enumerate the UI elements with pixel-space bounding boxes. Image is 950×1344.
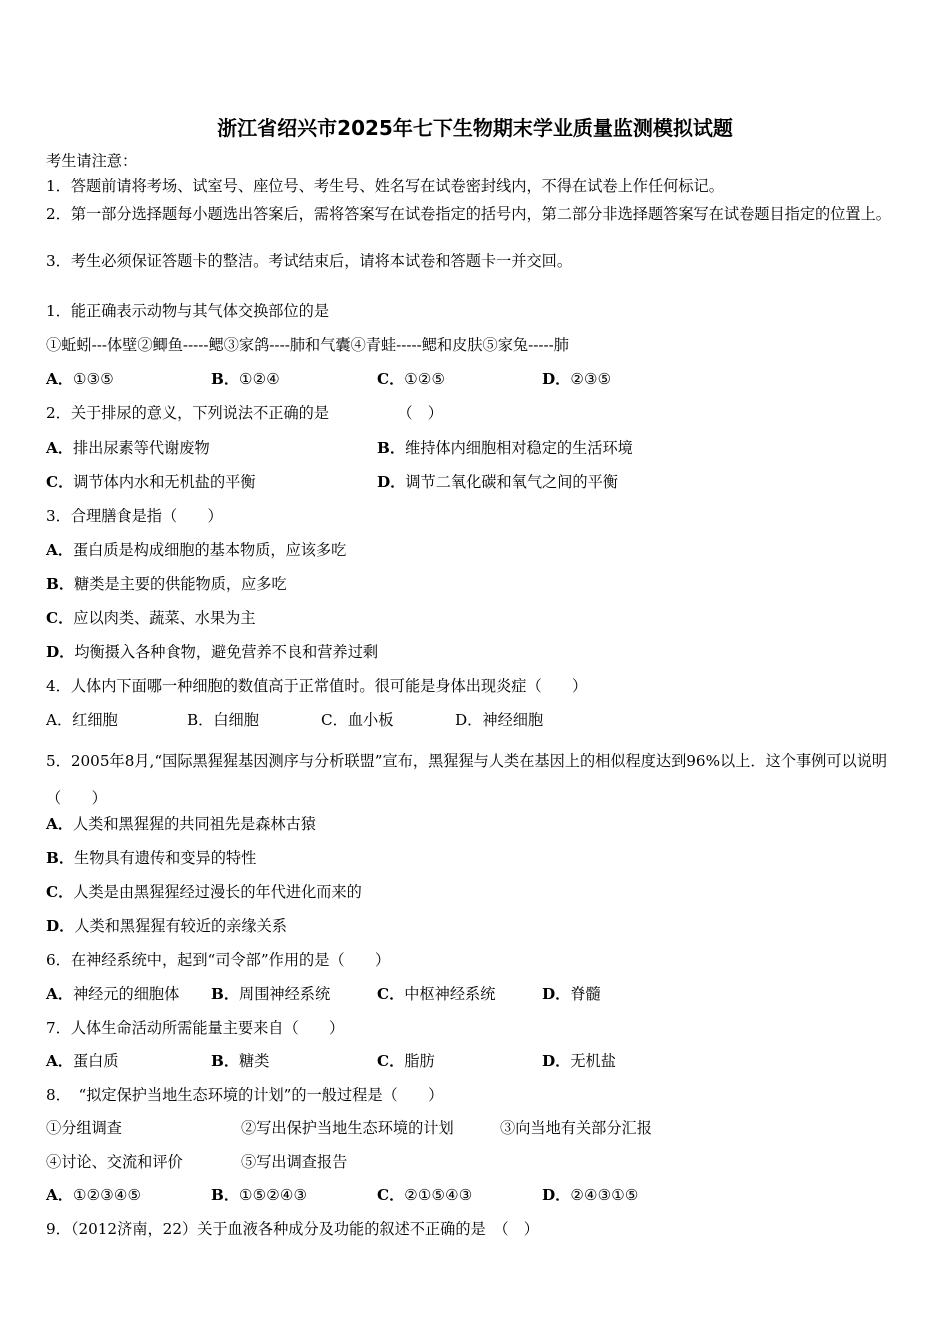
- question-5-option-c: [46, 882, 362, 902]
- notice-item-1: 1．答题前请将考场、试室号、座位号、考生号、姓名写在试卷密封线内，不得在试卷上作任何标记。: [46, 177, 724, 195]
- question-8-option-d: [542, 1185, 638, 1205]
- option-text: 人类和黑猩猩有较近的亲缘关系: [74, 917, 287, 935]
- option-letter: C．: [377, 1186, 405, 1204]
- option-letter: D．: [377, 473, 406, 491]
- option-text: 糖类: [239, 1052, 270, 1070]
- question-8-step-2: ②写出保护当地生态环境的计划: [241, 1119, 454, 1137]
- question-1-option-d: [542, 369, 611, 389]
- option-text: ②①⑤④③: [404, 1186, 473, 1204]
- question-1-option-c: [377, 369, 445, 389]
- option-letter: A．: [46, 711, 73, 729]
- option-letter: D．: [542, 370, 571, 388]
- option-letter: A．: [46, 815, 73, 833]
- option-letter: C．: [377, 1052, 405, 1070]
- option-text: 血小板: [347, 711, 394, 729]
- question-2-option-b: [377, 438, 633, 458]
- option-text: 排出尿素等代谢废物: [72, 439, 210, 457]
- option-letter: B．: [211, 370, 240, 388]
- question-8-step-5: ⑤写出调查报告: [241, 1153, 348, 1171]
- question-3-option-a: [46, 540, 346, 560]
- question-2-option-a: [46, 438, 210, 458]
- option-letter: A．: [46, 1186, 73, 1204]
- option-letter: D．: [46, 643, 75, 661]
- option-text: 人类是由黑猩猩经过漫长的年代进化而来的: [73, 883, 362, 901]
- option-letter: B．: [187, 711, 214, 729]
- option-text: 白细胞: [213, 711, 259, 729]
- option-letter: B．: [46, 575, 75, 593]
- question-3-option-d: [46, 642, 378, 662]
- question-2-option-c: [46, 472, 256, 492]
- question-5-stem: 5．2005年8月,“国际黑猩猩基因测序与分析联盟”宣布，黑猩猩与人类在基因上的相似程度达到96%以上．这个事例可以说明（ ）: [46, 752, 888, 807]
- option-text: ①②④: [239, 370, 280, 388]
- option-letter: C．: [377, 370, 405, 388]
- question-7-option-c: [377, 1051, 435, 1071]
- option-text: 无机盐: [570, 1052, 616, 1070]
- option-text: 糖类是主要的供能物质，应多吃: [74, 575, 287, 593]
- option-text: 维持体内细胞相对稳定的生活环境: [405, 439, 633, 457]
- option-text: 周围神经系统: [239, 985, 331, 1003]
- option-letter: A．: [46, 1052, 73, 1070]
- question-8-option-b: [211, 1185, 307, 1205]
- option-text: ①②⑤: [404, 370, 446, 388]
- option-letter: D．: [46, 917, 75, 935]
- option-letter: D．: [455, 711, 483, 729]
- option-letter: D．: [542, 1052, 571, 1070]
- question-6-option-c: [377, 984, 495, 1004]
- question-5-option-b: [46, 848, 256, 868]
- question-6-option-a: [46, 984, 179, 1004]
- question-3-option-b: [46, 574, 287, 594]
- question-8-option-c: [377, 1185, 472, 1205]
- option-text: 均衡摄入各种食物，避免营养不良和营养过剩: [74, 643, 379, 661]
- question-7-option-a: [46, 1051, 119, 1071]
- option-text: 生物具有遗传和变异的特性: [74, 849, 257, 867]
- option-text: 脊髓: [570, 985, 601, 1003]
- question-4-option-c: [321, 710, 393, 730]
- question-4-option-a: [46, 710, 118, 730]
- question-2-stem: 2．关于排尿的意义，下列说法不正确的是 （ ）: [46, 404, 443, 422]
- question-8-step-3: ③向当地有关部分汇报: [500, 1119, 652, 1137]
- question-8-option-a: [46, 1185, 141, 1205]
- option-text: 神经细胞: [482, 711, 544, 729]
- question-4-option-b: [187, 710, 259, 730]
- option-letter: B．: [46, 849, 75, 867]
- notice-item-3: 3．考生必须保证答题卡的整洁。考试结束后，请将本试卷和答题卡一并交回。: [46, 252, 573, 270]
- question-3-stem: 3．合理膳食是指（ ）: [46, 507, 223, 525]
- question-3-option-c: [46, 608, 256, 628]
- option-text: ①③⑤: [72, 370, 114, 388]
- notice-item-2: 2．第一部分选择题每小题选出答案后，需将答案写在试卷指定的括号内，第二部分非选择题答案写在试卷题目指定的位置上。: [46, 205, 891, 223]
- option-text: 脂肪: [404, 1052, 435, 1070]
- question-5-option-a: [46, 814, 316, 834]
- page-title: 浙江省绍兴市2025年七下生物期末学业质量监测模拟试题: [217, 116, 733, 140]
- option-letter: D．: [542, 985, 571, 1003]
- question-6-option-d: [542, 984, 601, 1004]
- option-letter: A．: [46, 541, 73, 559]
- option-letter: C．: [377, 985, 405, 1003]
- question-6-stem: 6．在神经系统中，起到“司令部”作用的是（ ）: [46, 951, 391, 969]
- option-letter: A．: [46, 985, 73, 1003]
- option-text: 人类和黑猩猩的共同祖先是森林古猿: [72, 815, 316, 833]
- question-4-stem: 4．人体内下面哪一种细胞的数值高于正常值时。很可能是身体出现炎症（ ）: [46, 677, 588, 695]
- option-letter: D．: [542, 1186, 571, 1204]
- question-1-option-a: [46, 369, 114, 389]
- option-text: 调节二氧化碳和氧气之间的平衡: [405, 473, 618, 491]
- option-text: ①②③④⑤: [72, 1186, 142, 1204]
- option-letter: C．: [46, 609, 74, 627]
- question-8-step-1: ①分组调查: [46, 1119, 122, 1137]
- option-text: 调节体内水和无机盐的平衡: [73, 473, 256, 491]
- question-1-option-b: [211, 369, 280, 389]
- option-letter: C．: [46, 883, 74, 901]
- notice-heading: 考生请注意：: [46, 152, 138, 170]
- option-text: 神经元的细胞体: [72, 985, 180, 1003]
- question-7-option-b: [211, 1051, 269, 1071]
- option-text: 应以肉类、蔬菜、水果为主: [73, 609, 256, 627]
- option-text: 红细胞: [72, 711, 118, 729]
- option-letter: B．: [211, 1186, 240, 1204]
- option-text: 蛋白质是构成细胞的基本物质，应该多吃: [72, 541, 347, 559]
- option-text: ②④③①⑤: [570, 1186, 639, 1204]
- question-5-option-d: [46, 916, 287, 936]
- option-letter: C．: [321, 711, 348, 729]
- question-8-stem: 8． “拟定保护当地生态环境的计划”的一般过程是（ ）: [46, 1086, 444, 1104]
- question-1-stem: 1．能正确表示动物与其气体交换部位的是: [46, 302, 330, 320]
- question-2-option-d: [377, 472, 618, 492]
- option-letter: A．: [46, 370, 73, 388]
- option-text: ②③⑤: [570, 370, 612, 388]
- question-4-option-d: [455, 710, 543, 730]
- option-letter: B．: [377, 439, 406, 457]
- question-8-step-4: ④讨论、交流和评价: [46, 1153, 183, 1171]
- question-1-extra: ①蚯蚓---体壁②鲫鱼-----鳃③家鸽----肺和气囊④青蛙-----鳃和皮肤⑤家兔-----肺: [46, 336, 569, 354]
- question-6-option-b: [211, 984, 330, 1004]
- option-letter: A．: [46, 439, 73, 457]
- question-7-option-d: [542, 1051, 616, 1071]
- option-text: 中枢神经系统: [404, 985, 496, 1003]
- question-9-stem: 9．（2012济南，22）关于血液各种成分及功能的叙述不正确的是 （ ）: [46, 1220, 539, 1238]
- option-letter: B．: [211, 985, 240, 1003]
- option-text: 蛋白质: [72, 1052, 119, 1070]
- option-letter: C．: [46, 473, 74, 491]
- option-letter: B．: [211, 1052, 240, 1070]
- question-7-stem: 7．人体生命活动所需能量主要来自（ ）: [46, 1019, 345, 1037]
- option-text: ①⑤②④③: [239, 1186, 308, 1204]
